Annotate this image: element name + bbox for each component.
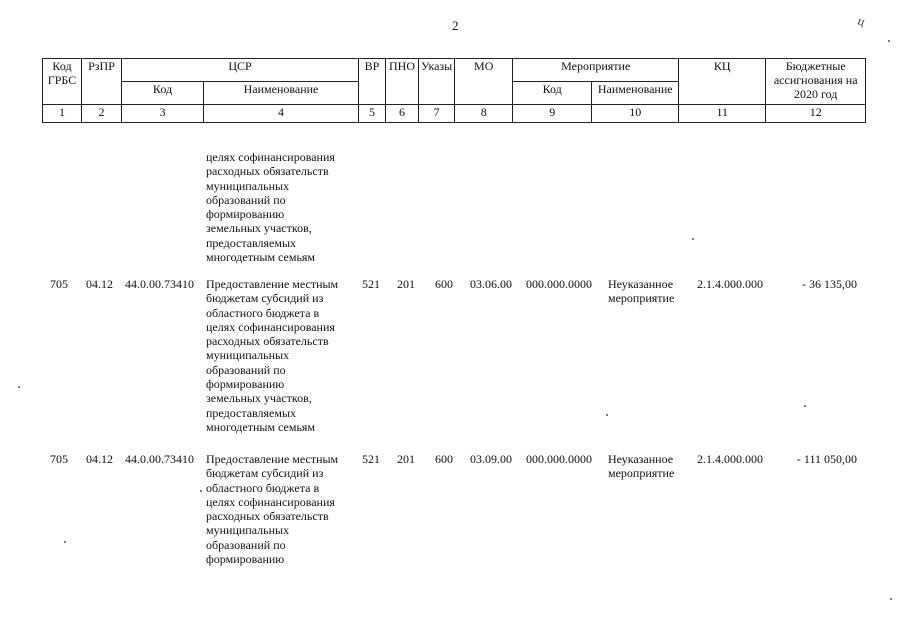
scan-dot [606,414,608,416]
rzpr-cell: 04.12 [86,277,113,291]
header-pno: ПНО [386,59,419,105]
header-csr-kod: Код [122,82,204,105]
header-mer-name: Наименование [592,82,679,105]
amount-cell: - 111 050,00 [796,452,857,466]
vr-cell: 521 [362,452,380,466]
header-kc: КЦ [679,59,766,105]
mer-kod-cell: 000.000.0000 [526,452,592,466]
scan-dot [692,238,694,240]
name-cell: Предоставление местным бюджетам субсидий из областного бюджета в целях софинансирования расходных обязательств муниципальных образований по формированию [206,452,339,567]
scan-dot [890,598,892,600]
pno-cell: 201 [397,452,415,466]
header-table [42,58,866,123]
col-number: 3 [122,105,204,123]
header-meropriyatie: Мероприятие [513,59,679,82]
scan-dot [64,541,66,543]
csr-cell: 44.0.00.73410 [125,277,194,291]
header-budget: Бюджетные ассигнования на 2020 год [766,59,866,105]
col-number: 9 [513,105,592,123]
mer-name-cell: Неуказанное мероприятие [608,277,675,306]
header-vr: ВР [359,59,386,105]
corner-mark: ц [855,13,867,29]
header-rzpr: РзПР [82,59,122,105]
col-number: 10 [592,105,679,123]
col-number: 12 [766,105,866,123]
col-number: 4 [204,105,359,123]
header-ukazy: Указы [419,59,455,105]
mo-cell: 03.06.00 [470,277,512,291]
header-csr-name: Наименование [204,82,359,105]
continuation-text: целях софинансирования расходных обязательств муниципальных образований по формированию земельных участков, предоставляемых многодетным семьям [206,150,335,265]
header-csr: ЦСР [122,59,359,82]
col-number: 1 [43,105,82,123]
name-cell: Предоставление местным бюджетам субсидий из областного бюджета в целях софинансирования расходных обязательств муниципальных образований по формированию земельных участков, предоставляемых многодетным семьям [206,277,339,434]
rzpr-cell: 04.12 [86,452,113,466]
mer-kod-cell: 000.000.0000 [526,277,592,291]
col-number: 6 [386,105,419,123]
ukazy-cell: 600 [435,277,453,291]
scan-dot [18,386,20,388]
ukazy-cell: 600 [435,452,453,466]
col-number: 11 [679,105,766,123]
kc-cell: 2.1.4.000.000 [697,277,763,291]
header-mo: МО [455,59,513,105]
scan-dot [888,40,890,42]
pno-cell: 201 [397,277,415,291]
col-number: 7 [419,105,455,123]
vr-cell: 521 [362,277,380,291]
amount-cell: - 36 135,00 [802,277,857,291]
grbs-cell: 705 [50,452,68,466]
col-number: 5 [359,105,386,123]
scan-dot [804,405,806,407]
mer-name-cell: Неуказанное мероприятие [608,452,675,481]
kc-cell: 2.1.4.000.000 [697,452,763,466]
mo-cell: 03.09.00 [470,452,512,466]
csr-cell: 44.0.00.73410 [125,452,194,466]
scan-dot [200,490,202,492]
header-mer-kod: Код [513,82,592,105]
page-number: 2 [452,18,459,33]
col-number: 2 [82,105,122,123]
grbs-cell: 705 [50,277,68,291]
col-number: 8 [455,105,513,123]
header-kod-grbs: Код ГРБС [43,59,82,105]
